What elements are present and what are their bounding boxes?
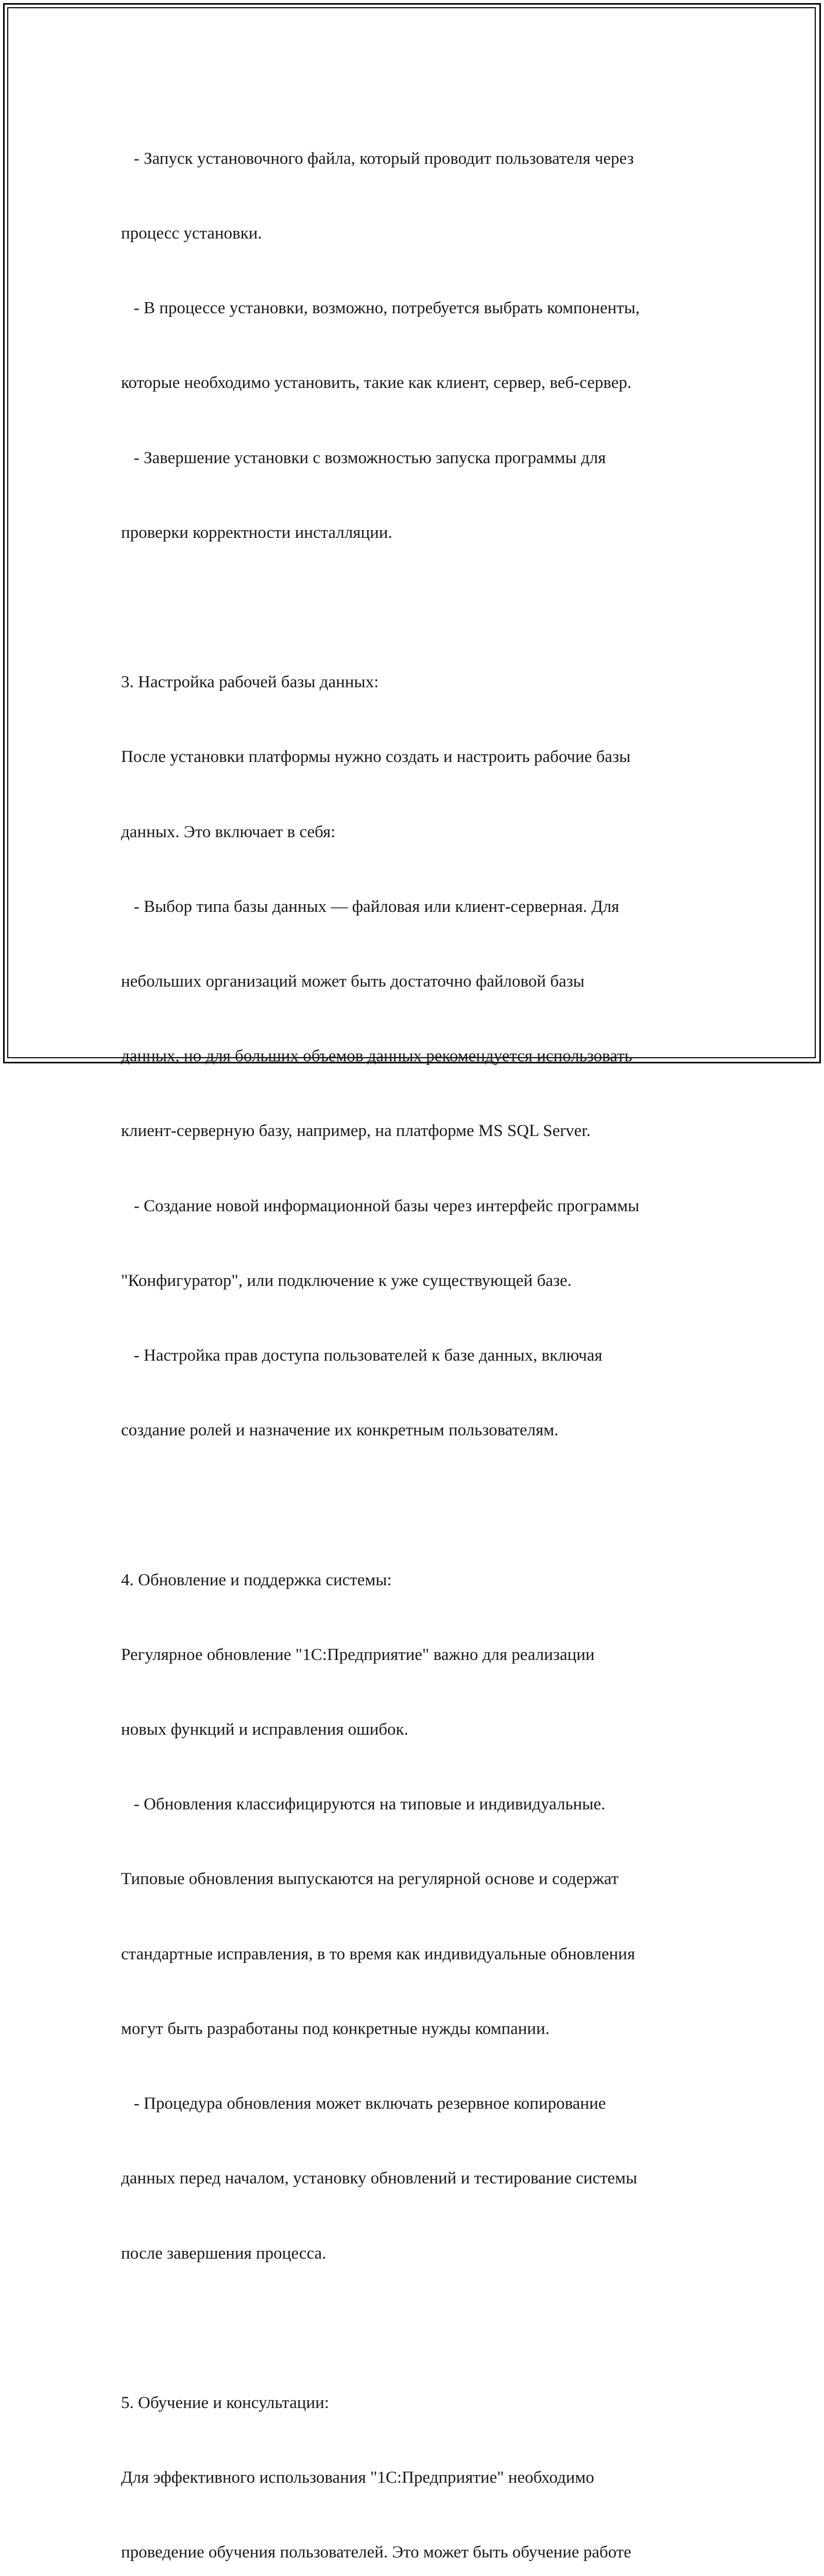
section-heading: 3. Настройка рабочей базы данных: xyxy=(121,673,379,692)
text-line: данных, но для больших объемов данных рекомендуется использовать xyxy=(121,1047,632,1066)
text-line: проверки корректности инсталляции. xyxy=(121,523,392,542)
text-line: - Настройка прав доступа пользователей к базе данных, включая xyxy=(121,1346,603,1365)
text-line: данных. Это включает в себя: xyxy=(121,822,336,841)
text-line: новых функций и исправления ошибок. xyxy=(121,1720,408,1739)
text-line: - Выбор типа базы данных — файловая или клиент-серверная. Для xyxy=(121,897,620,916)
text-line: - Создание новой информационной базы через интерфейс программы xyxy=(121,1196,640,1215)
document-body xyxy=(121,96,708,2576)
text-line: данных перед началом, установку обновлений и тестирование системы xyxy=(121,2169,638,2188)
text-line: Регулярное обновление "1С:Предприятие" важно для реализации xyxy=(121,1645,595,1664)
text-line: после завершения процесса. xyxy=(121,2244,327,2263)
text-line: клиент-серверную базу, например, на платформе MS SQL Server. xyxy=(121,1122,591,1141)
text-line: - Завершение установки с возможностью запуска программы для xyxy=(121,448,606,467)
section-heading: 4. Обновление и поддержка системы: xyxy=(121,1570,392,1589)
text-line: - Обновления классифицируются на типовые и индивидуальные. xyxy=(121,1795,606,1814)
text-line: Для эффективного использования "1С:Предприятие" необходимо xyxy=(121,2468,594,2487)
text-line: "Конфигуратор", или подключение к уже существующей базе. xyxy=(121,1271,572,1290)
text-line: создание ролей и назначение их конкретным пользователям. xyxy=(121,1421,559,1440)
text-line: - Процедура обновления может включать резервное копирование xyxy=(121,2094,606,2113)
text-line: небольших организаций может быть достаточно файловой базы xyxy=(121,972,585,991)
text-line: После установки платформы нужно создать и настроить рабочие базы xyxy=(121,748,631,767)
text-line: которые необходимо установить, такие как клиент, сервер, веб-сервер. xyxy=(121,374,632,393)
text-line: - В процессе установки, возможно, потребуется выбрать компоненты, xyxy=(121,299,640,318)
blank-line xyxy=(121,1493,708,1517)
blank-line xyxy=(121,595,708,620)
blank-line xyxy=(121,2316,708,2341)
text-line: - Запуск установочного файла, который проводит пользователя через xyxy=(121,149,634,168)
text-line: могут быть разработаны под конкретные нужды компании. xyxy=(121,2019,550,2038)
text-line: Типовые обновления выпускаются на регулярной основе и содержат xyxy=(121,1870,619,1889)
text-line: стандартные исправления, в то время как индивидуальные обновления xyxy=(121,1944,636,1963)
section-heading: 5. Обучение и консультации: xyxy=(121,2393,329,2412)
text-line: проведение обучения пользователей. Это может быть обучение работе xyxy=(121,2543,631,2562)
text-line: процесс установки. xyxy=(121,224,262,243)
